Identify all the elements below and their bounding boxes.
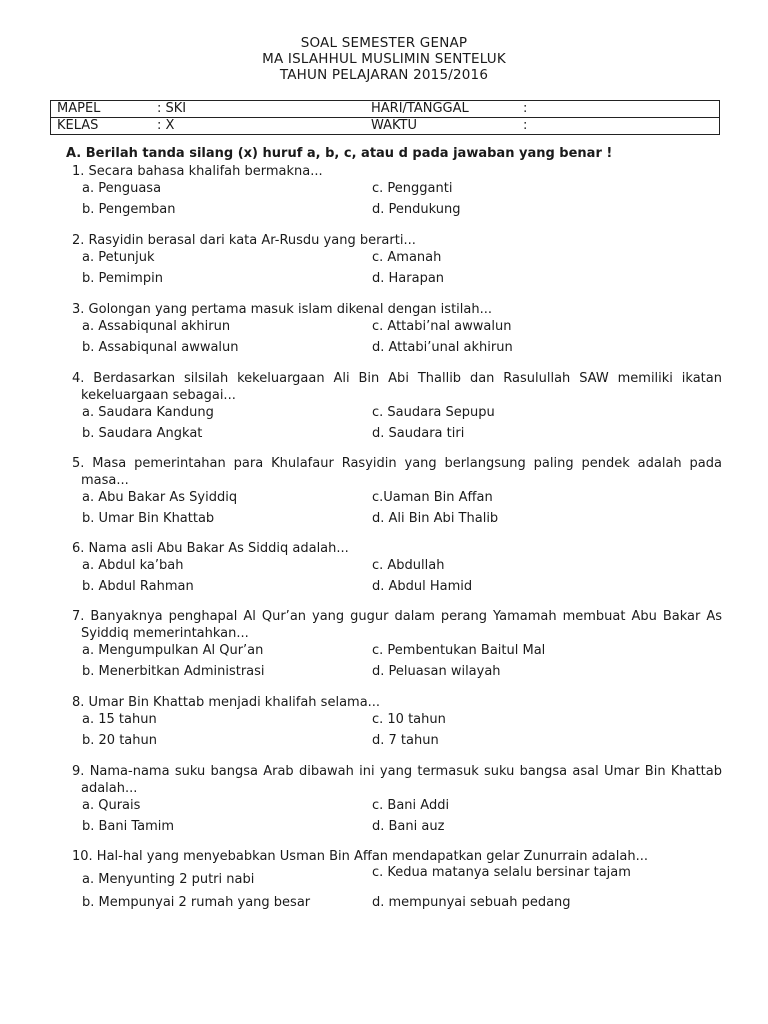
- option-b: b. Menerbitkan Administrasi: [82, 664, 265, 679]
- option-d: d. Pendukung: [372, 202, 461, 217]
- option-c: c. 10 tahun: [372, 712, 446, 727]
- question-text: 5. Masa pemerintahan para Khulafaur Rasyidin yang berlangsung paling pendek adalah pada masa...: [72, 456, 722, 488]
- option-d: d. Bani auz: [372, 819, 445, 834]
- option-c: c. Attabi’nal awwalun: [372, 319, 512, 334]
- question-8: [72, 694, 722, 753]
- option-a: a. Penguasa: [82, 181, 162, 196]
- option-c: c. Kedua matanya selalu bersinar tajam: [372, 865, 631, 880]
- option-b: b. Mempunyai 2 rumah yang besar: [82, 895, 311, 910]
- hari-label: HARI/TANGGAL: [371, 101, 469, 116]
- question-2: [72, 232, 722, 291]
- kelas-value: : X: [157, 118, 175, 133]
- option-a: a. Assabiqunal akhirun: [82, 319, 231, 334]
- question-text: 9. Nama-nama suku bangsa Arab dibawah ini yang termasuk suku bangsa asal Umar Bin Khattab adalah...: [72, 764, 722, 796]
- kelas-label: KELAS: [57, 118, 99, 133]
- option-b: b. 20 tahun: [82, 733, 157, 748]
- option-b: b. Assabiqunal awwalun: [82, 340, 239, 355]
- exam-title: SOAL SEMESTER GENAP: [300, 35, 468, 51]
- question-text: 2. Rasyidin berasal dari kata Ar-Rusdu yang berarti...: [72, 233, 416, 248]
- question-4: [72, 370, 722, 446]
- waktu-label: WAKTU: [371, 118, 418, 133]
- question-text: 7. Banyaknya penghapal Al Qur’an yang gugur dalam perang Yamamah membuat Abu Bakar As Syiddiq memerintahkan...: [72, 609, 722, 641]
- option-c: c. Pengganti: [372, 181, 453, 196]
- option-b: b. Bani Tamim: [82, 819, 175, 834]
- exam-info-table: [50, 100, 720, 135]
- option-c: c. Amanah: [372, 250, 442, 265]
- question-text: 3. Golongan yang pertama masuk islam dikenal dengan istilah...: [72, 302, 492, 317]
- question-1: [72, 163, 722, 222]
- question-3: [72, 301, 722, 360]
- info-row-kelas: [51, 117, 719, 134]
- option-a: a. Mengumpulkan Al Qur’an: [82, 643, 264, 658]
- question-10: [72, 848, 722, 915]
- option-c: c. Bani Addi: [372, 798, 450, 813]
- option-d: d. Peluasan wilayah: [372, 664, 501, 679]
- option-b: b. Pengemban: [82, 202, 176, 217]
- school-name: MA ISLAHHUL MUSLIMIN SENTELUK: [262, 51, 506, 67]
- option-d: d. Harapan: [372, 271, 445, 286]
- option-a: a. Abu Bakar As Syiddiq: [82, 490, 238, 505]
- option-a: a. Menyunting 2 putri nabi: [82, 872, 255, 887]
- question-text: 8. Umar Bin Khattab menjadi khalifah selama...: [72, 695, 381, 710]
- option-c: c. Pembentukan Baitul Mal: [372, 643, 546, 658]
- option-a: a. Saudara Kandung: [82, 405, 214, 420]
- option-a: a. 15 tahun: [82, 712, 157, 727]
- question-7: [72, 608, 722, 684]
- hari-value: :: [523, 101, 528, 116]
- option-d: d. 7 tahun: [372, 733, 439, 748]
- option-d: d. Ali Bin Abi Thalib: [372, 511, 499, 526]
- question-text: 10. Hal-hal yang menyebabkan Usman Bin Affan mendapatkan gelar Zunurrain adalah...: [72, 849, 648, 864]
- option-c: c.Uaman Bin Affan: [372, 490, 493, 505]
- option-c: c. Saudara Sepupu: [372, 405, 495, 420]
- question-text: 6. Nama asli Abu Bakar As Siddiq adalah...: [72, 541, 349, 556]
- option-b: b. Pemimpin: [82, 271, 163, 286]
- question-5: [72, 455, 722, 531]
- option-c: c. Abdullah: [372, 558, 445, 573]
- question-9: [72, 763, 722, 839]
- option-a: a. Abdul ka’bah: [82, 558, 184, 573]
- option-d: d. Attabi’unal akhirun: [372, 340, 513, 355]
- option-d: d. Saudara tiri: [372, 426, 465, 441]
- waktu-value: :: [523, 118, 528, 133]
- academic-year: TAHUN PELAJARAN 2015/2016: [279, 67, 489, 83]
- question-text: 1. Secara bahasa khalifah bermakna...: [72, 164, 323, 179]
- option-a: a. Petunjuk: [82, 250, 155, 265]
- mapel-value: : SKI: [157, 101, 187, 116]
- question-6: [72, 540, 722, 599]
- option-d: d. Abdul Hamid: [372, 579, 473, 594]
- option-b: b. Saudara Angkat: [82, 426, 203, 441]
- question-text: 4. Berdasarkan silsilah kekeluargaan Ali Bin Abi Thallib dan Rasulullah SAW memiliki ikatan kekeluargaan sebagai...: [72, 371, 722, 403]
- option-d: d. mempunyai sebuah pedang: [372, 895, 571, 910]
- exam-header: [0, 35, 768, 83]
- option-a: a. Qurais: [82, 798, 141, 813]
- info-row-mapel: [51, 101, 719, 117]
- mapel-label: MAPEL: [57, 101, 101, 116]
- option-b: b. Abdul Rahman: [82, 579, 194, 594]
- option-b: b. Umar Bin Khattab: [82, 511, 215, 526]
- instruction: A. Berilah tanda silang (x) huruf a, b, c, atau d pada jawaban yang benar !: [66, 146, 613, 161]
